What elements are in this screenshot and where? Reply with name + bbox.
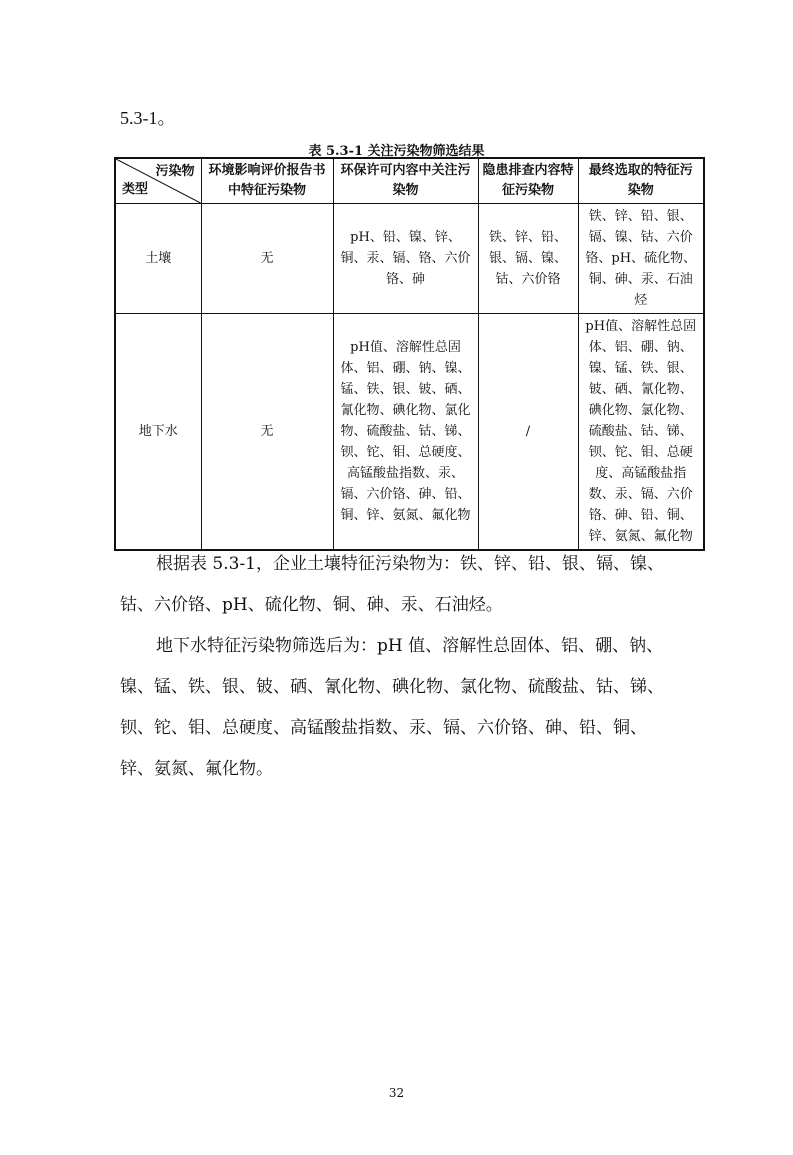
header-hazard-pollutants: 隐患排查内容特征污染物 (478, 158, 578, 204)
groundwater-conclusion-paragraph: 地下水特征污染物筛选后为：pH 值、溶解性总固体、铝、硼、钠、镍、锰、铁、银、铍、硒、氰化物、碘化物、氯化物、硫酸盐、钴、锑、钡、铊、钼、总硬度、高锰酸盐指数、汞、镉、六价铬、砷、铅、铜、锌、氨氮、氟化物。 (120, 636, 664, 779)
table-caption: 表 5.3-1 关注污染物筛选结果 (308, 144, 485, 159)
table-row-groundwater (115, 314, 704, 551)
soil-conclusion-paragraph: 根据表 5.3-1，企业土壤特征污染物为：铁、锌、铅、银、镉、镍、钴、六价铬、pH、硫化物、铜、砷、汞、石油烃。 (120, 554, 664, 615)
corner-header-type: 类型 (122, 182, 149, 197)
table-header-row (115, 158, 704, 204)
intro-text: 5.3-1。 (120, 108, 176, 128)
header-final-pollutants: 最终选取的特征污染物 (578, 158, 704, 204)
cell-final: pH值、溶解性总固体、铝、硼、钠、镍、锰、铁、银、铍、硒、氰化物、碘化物、氯化物、硫酸盐、钴、锑、钡、铊、钼、总硬度、高锰酸盐指数、汞、镉、六价铬、砷、铅、铜、锌、氨氮、氟化物 (578, 314, 704, 551)
header-permit-pollutants: 环保许可内容中关注污染物 (333, 158, 478, 204)
cell-type: 土壤 (115, 204, 201, 314)
cell-eia: 无 (201, 204, 333, 314)
cell-final: 铁、锌、铅、银、镉、镍、钴、六价铬、pH、硫化物、铜、砷、汞、石油烃 (578, 204, 704, 314)
corner-header-pollutant: 污染物 (155, 164, 195, 179)
cell-hazard: / (478, 314, 578, 551)
cell-type: 地下水 (115, 314, 201, 551)
cell-permit: pH值、溶解性总固体、铝、硼、钠、镍、锰、铁、银、铍、硒、氰化物、碘化物、氯化物、硫酸盐、钴、锑、钡、铊、钼、总硬度、高锰酸盐指数、汞、镉、六价铬、砷、铅、铜、锌、氨氮、氟化物 (333, 314, 478, 551)
page-number: 32 (388, 1086, 405, 1100)
corner-header-cell (115, 158, 201, 204)
cell-permit: pH、铅、镍、锌、铜、汞、镉、铬、六价铬、砷 (333, 204, 478, 314)
cell-hazard: 铁、锌、铅、银、镉、镍、钴、六价铬 (478, 204, 578, 314)
table-row-soil (115, 204, 704, 314)
pollutant-screening-table (114, 157, 705, 551)
header-eia-pollutants: 环境影响评价报告书中特征污染物 (201, 158, 333, 204)
cell-eia: 无 (201, 314, 333, 551)
